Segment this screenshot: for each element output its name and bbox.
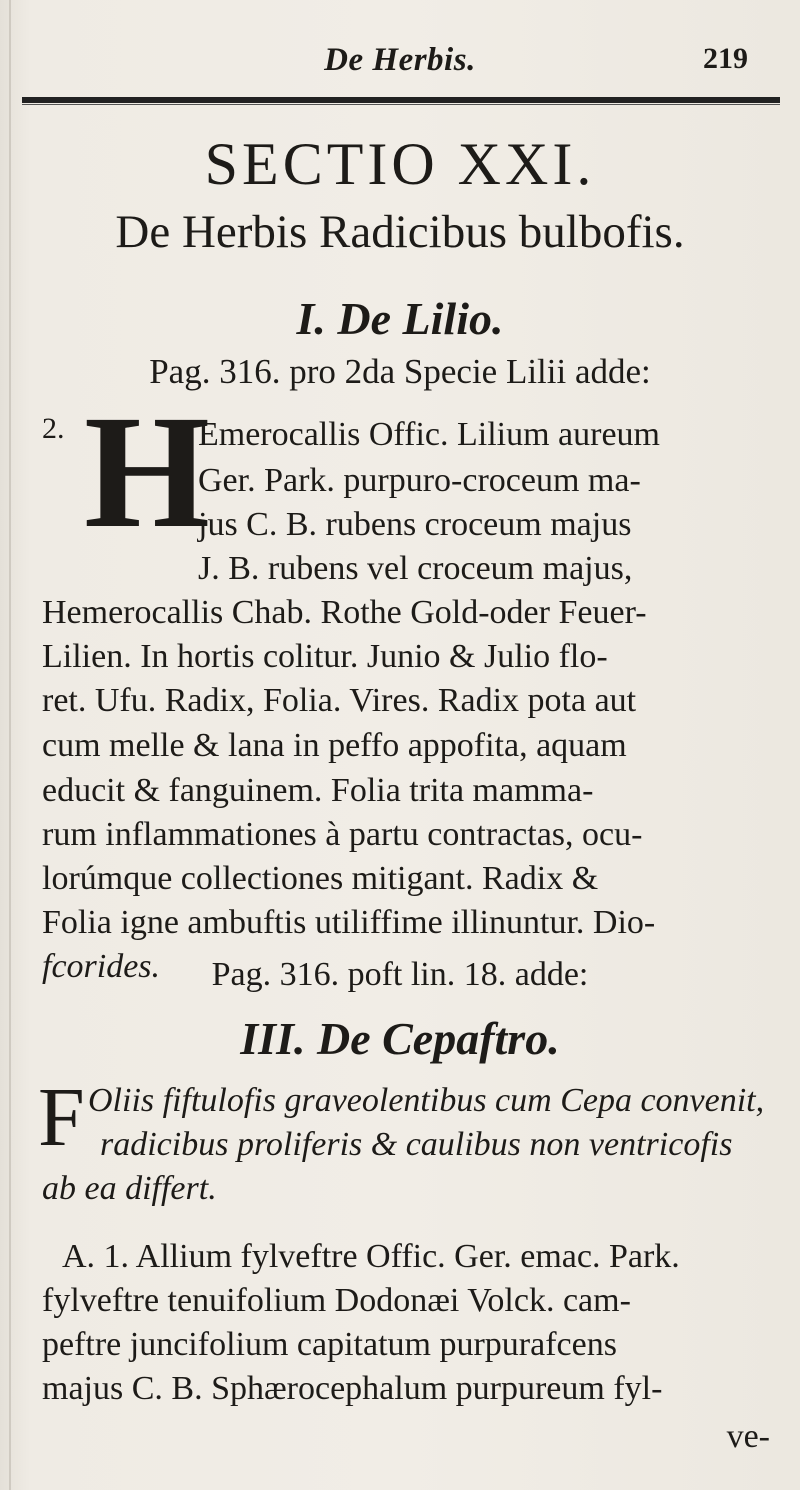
text-line: A. 1. Allium fylveftre Offic. Ger. emac. Park.: [62, 1238, 680, 1275]
italic-line: Oliis fiftulofis graveolentibus cum Cepa convenit,: [88, 1082, 765, 1119]
drop-cap-f: F: [38, 1071, 85, 1164]
page-number: 219: [703, 42, 748, 75]
text-line: Folia igne ambuftis utiliffime illinuntur. Dio-: [42, 904, 656, 941]
text-line: majus C. B. Sphærocephalum purpureum fyl-: [42, 1370, 663, 1407]
text-line: rum inflammationes à partu contractas, ocu-: [42, 816, 643, 853]
text-line: ret. Ufu. Radix, Folia. Vires. Radix pota aut: [42, 682, 637, 719]
text-line: fcorides.: [42, 948, 161, 985]
text-line: lorúmque collectiones mitigant. Radix &: [42, 860, 599, 897]
text-line: J. B. rubens vel croceum majus,: [198, 550, 633, 587]
chapter-heading-lilio: I. De Lilio.: [296, 293, 504, 344]
drop-cap-h: H: [84, 383, 211, 562]
text-line: Ger. Park. purpuro-croceum ma-: [198, 462, 641, 499]
section-subtitle: De Herbis Radicibus bulbofis.: [115, 206, 685, 258]
text-line: educit & fanguinem. Folia trita mamma-: [42, 772, 594, 809]
section-title: SECTIO XXI.: [204, 131, 596, 197]
italic-line: ab ea differt.: [42, 1170, 217, 1207]
text-line: Emerocallis Offic. Lilium aureum: [198, 416, 661, 453]
italic-line: radicibus proliferis & caulibus non ventricofis: [100, 1126, 733, 1163]
editorial-note: Pag. 316. pro 2da Specie Lilii adde:: [149, 352, 651, 391]
text-line: Hemerocallis Chab. Rothe Gold-oder Feuer-: [42, 594, 647, 631]
running-title: De Herbis.: [324, 42, 476, 78]
text-line: cum melle & lana in peffo appofita, aquam: [42, 727, 627, 764]
text-line: fylveftre tenuifolium Dodonæi Volck. cam-: [42, 1282, 631, 1319]
chapter-heading-cepastro: III. De Cepaftro.: [240, 1013, 560, 1064]
item-number: 2.: [42, 412, 65, 445]
text-line: jus C. B. rubens croceum majus: [198, 506, 632, 543]
catchword: ve-: [726, 1418, 770, 1455]
header-rule: [22, 97, 780, 103]
text-line: Lilien. In hortis colitur. Junio & Julio flo-: [42, 638, 608, 675]
text-line: peftre juncifolium capitatum purpurafcens: [42, 1326, 617, 1363]
editorial-note-2: Pag. 316. poft lin. 18. adde:: [211, 956, 589, 993]
